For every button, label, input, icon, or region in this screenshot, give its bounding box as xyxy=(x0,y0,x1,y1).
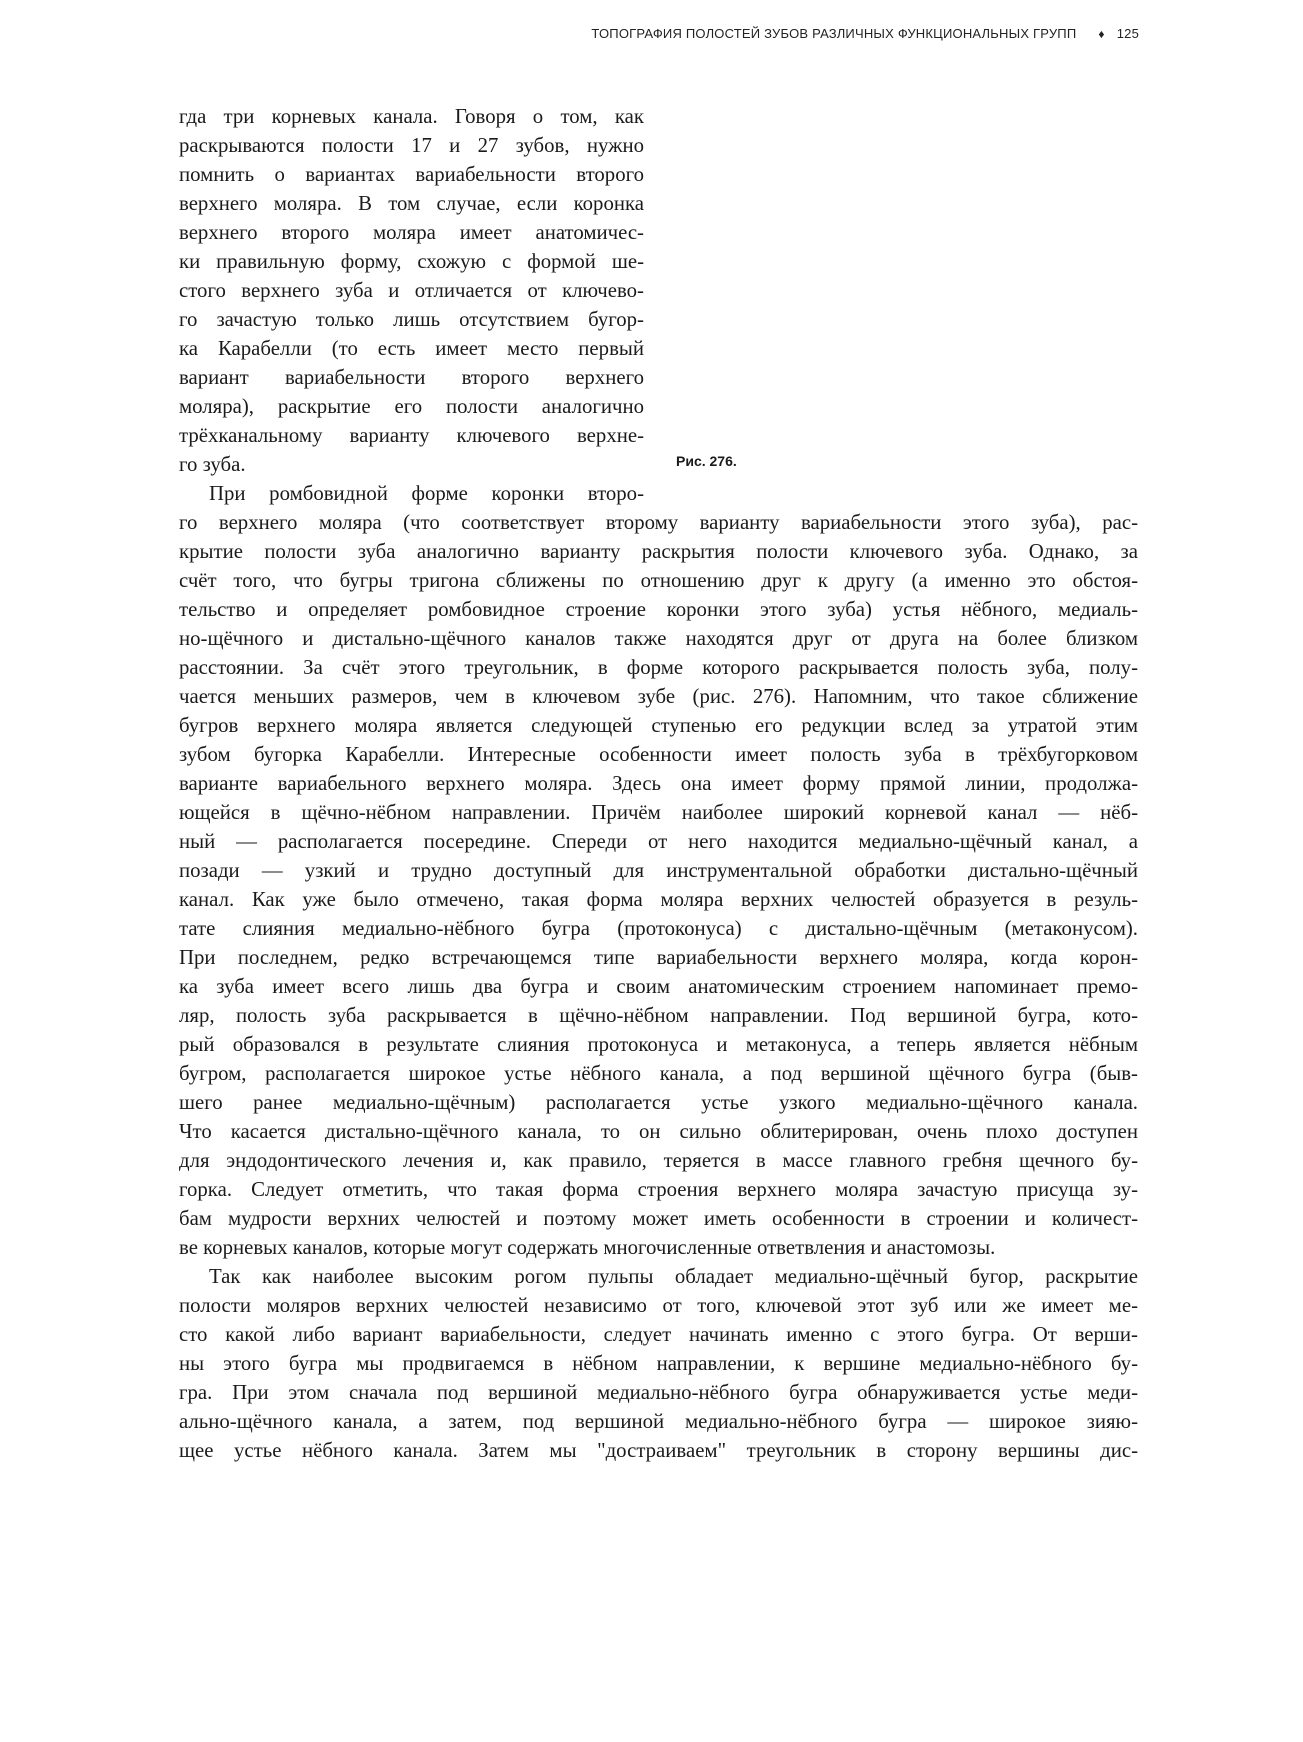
text-line: тате слияния медиально-нёбного бугра (протоконуса) с дистально-щёчным (метаконусом). xyxy=(179,917,1138,940)
page-number: 125 xyxy=(1116,26,1139,41)
text-line: расстоянии. За счёт этого треугольник, в форме которого раскрывается полость зуба, полу- xyxy=(179,656,1138,679)
text-line: гда три корневых канала. Говоря о том, как xyxy=(179,105,644,128)
text-line: вариант вариабельности второго верхнего xyxy=(179,366,644,389)
text-line: помнить о вариантах вариабельности второго xyxy=(179,163,644,186)
text-line: Так как наиболее высоким рогом пульпы обладает медиально-щёчный бугор, раскрытие xyxy=(209,1265,1138,1288)
text-line: ально-щёчного канала, а затем, под вершиной медиально-нёбного бугра — широкое зияю- xyxy=(179,1410,1138,1433)
text-line: раскрываются полости 17 и 27 зубов, нужно xyxy=(179,134,644,157)
text-line: для эндодонтического лечения и, как правило, теряется в массе главного гребня щечного бу- xyxy=(179,1149,1138,1172)
text-line: ляр, полость зуба раскрывается в щёчно-нёбном направлении. Под вершиной бугра, кото- xyxy=(179,1004,1138,1027)
text-line: Что касается дистально-щёчного канала, то он сильно облитерирован, очень плохо доступен xyxy=(179,1120,1138,1143)
text-line: моляра), раскрытие его полости аналогично xyxy=(179,395,644,418)
text-line: чается меньших размеров, чем в ключевом зубе (рис. 276). Напомним, что такое сближение xyxy=(179,685,1138,708)
text-line: щее устье нёбного канала. Затем мы "достраиваем" треугольник в сторону вершины дис- xyxy=(179,1439,1138,1462)
text-line: верхнего второго моляра имеет анатомичес- xyxy=(179,221,644,244)
text-line: зубом бугорка Карабелли. Интересные особенности имеет полость зуба в трёхбугорковом xyxy=(179,743,1138,766)
text-line: го зачастую только лишь отсутствием бугор- xyxy=(179,308,644,331)
running-title: ТОПОГРАФИЯ ПОЛОСТЕЙ ЗУБОВ РАЗЛИЧНЫХ ФУНКЦИОНАЛЬНЫХ ГРУПП xyxy=(591,26,1077,41)
text-line: ве корневых каналов, которые могут содержать многочисленные ответвления и анастомозы. xyxy=(179,1236,996,1259)
text-line: ка Карабелли (то есть имеет место первый xyxy=(179,337,644,360)
text-line: канал. Как уже было отмечено, такая форма моляра верхних челюстей образуется в резуль- xyxy=(179,888,1138,911)
text-line: бугров верхнего моляра является следующей ступенью его редукции вслед за утратой этим xyxy=(179,714,1138,737)
text-line: сто какой либо вариант вариабельности, следует начинать именно с этого бугра. От верши- xyxy=(179,1323,1138,1346)
running-header xyxy=(591,26,1139,41)
text-line: При последнем, редко встречающемся типе вариабельности верхнего моляра, когда корон- xyxy=(179,946,1138,969)
text-line: ны этого бугра мы продвигаемся в нёбном направлении, к вершине медиально-нёбного бу- xyxy=(179,1352,1138,1375)
text-line: гра. При этом сначала под вершиной медиально-нёбного бугра обнаруживается устье меди- xyxy=(179,1381,1138,1404)
text-line: варианте вариабельного верхнего моляра. Здесь она имеет форму прямой линии, продолжа- xyxy=(179,772,1138,795)
text-line: При ромбовидной форме коронки второ- xyxy=(209,482,644,505)
text-line: го зуба. xyxy=(179,453,246,476)
text-line: горка. Следует отметить, что такая форма строения верхнего моляра зачастую присуща зу- xyxy=(179,1178,1138,1201)
text-line: счёт того, что бугры тригона сближены по отношению друг к другу (а именно это обстоя- xyxy=(179,569,1138,592)
text-line: тельство и определяет ромбовидное строение коронки этого зуба) устья нёбного, медиаль- xyxy=(179,598,1138,621)
text-line: ка зуба имеет всего лишь два бугра и своим анатомическим строением напоминает премо- xyxy=(179,975,1138,998)
text-line: верхнего моляра. В том случае, если коронка xyxy=(179,192,644,215)
text-line: трёхканальному варианту ключевого верхне- xyxy=(179,424,644,447)
text-line: бугром, располагается широкое устье нёбного канала, а под вершиной щёчного бугра (быв- xyxy=(179,1062,1138,1085)
text-line: позади — узкий и трудно доступный для инструментальной обработки дистально-щёчный xyxy=(179,859,1138,882)
text-line: ный — располагается посередине. Спереди от него находится медиально-щёчный канал, а xyxy=(179,830,1138,853)
text-line: бам мудрости верхних челюстей и поэтому может иметь особенности в строении и количест- xyxy=(179,1207,1138,1230)
text-line: го верхнего моляра (что соответствует второму варианту вариабельности этого зуба), рас- xyxy=(179,511,1138,534)
text-line: крытие полости зуба аналогично варианту раскрытия полости ключевого зуба. Однако, за xyxy=(179,540,1138,563)
diamond-separator-icon: ♦ xyxy=(1098,27,1105,41)
text-line: стого верхнего зуба и отличается от ключево- xyxy=(179,279,644,302)
text-line: полости моляров верхних челюстей независимо от того, ключевой этот зуб или же имеет ме- xyxy=(179,1294,1138,1317)
figure-caption: Рис. 276. xyxy=(676,453,737,469)
text-line: шего ранее медиально-щёчным) располагается устье узкого медиально-щёчного канала. xyxy=(179,1091,1138,1114)
text-line: ки правильную форму, схожую с формой ше- xyxy=(179,250,644,273)
text-line: но-щёчного и дистально-щёчного каналов также находятся друг от друга на более близком xyxy=(179,627,1138,650)
text-line: рый образовался в результате слияния протоконуса и метаконуса, а теперь является нёбным xyxy=(179,1033,1138,1056)
text-line: ющейся в щёчно-нёбном направлении. Причём наиболее широкий корневой канал — нёб- xyxy=(179,801,1138,824)
